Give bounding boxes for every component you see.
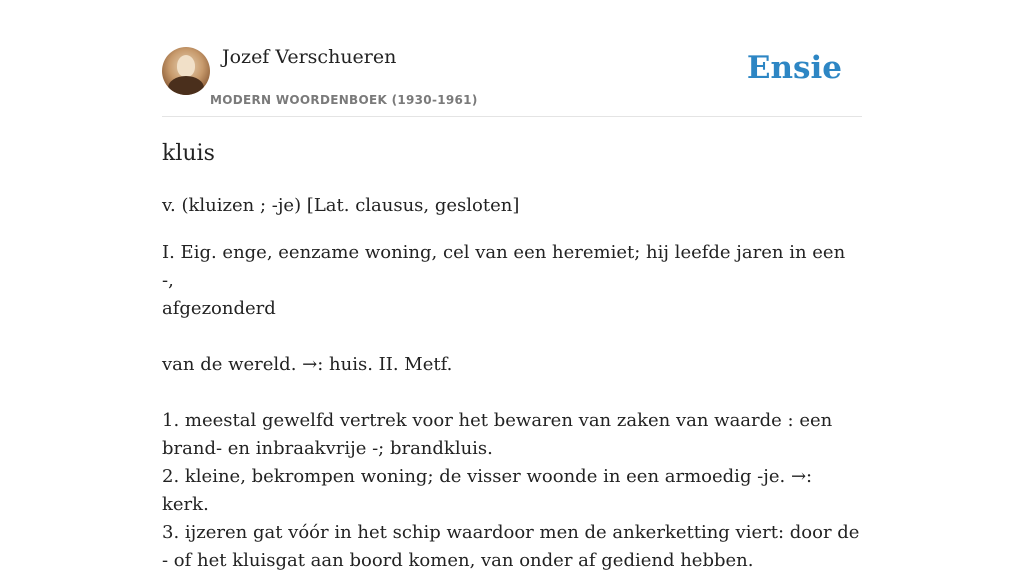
avatar-body-shape (168, 76, 204, 95)
spacer (162, 379, 862, 407)
entry-content (162, 192, 862, 575)
avatar[interactable] (162, 47, 210, 95)
avatar-head-shape (177, 55, 195, 77)
definition-line: afgezonderd (162, 298, 276, 319)
header (162, 0, 862, 117)
entry-title: kluis (162, 141, 215, 166)
definition-line: van de wereld. →: huis. II. Metf. (162, 354, 453, 375)
entry-grammar: v. (kluizen ; -je) [Lat. clausus, gesloten] (162, 195, 520, 216)
source-label[interactable]: MODERN WOORDENBOEK (1930-1961) (210, 93, 478, 107)
list-item: 3. ijzeren gat vóór in het schip waardoor men de ankerketting viert: door de - of het kluisgat aan boord komen, van onder af gediend hebben. (162, 522, 860, 571)
page (162, 0, 862, 571)
definition-line: I. Eig. enge, eenzame woning, cel van een heremiet; hij leefde jaren in een -, (162, 242, 846, 291)
list-item: 1. meestal gewelfd vertrek voor het bewaren van zaken van waarde : een brand- en inbraakvrije -; brandkluis. (162, 410, 833, 459)
brand-logo[interactable]: Ensie (746, 50, 842, 86)
author-name[interactable]: Jozef Verschueren (222, 46, 397, 68)
list-item: 2. kleine, bekrompen woning; de visser woonde in een armoedig -je. →: kerk. (162, 466, 813, 515)
spacer (162, 323, 862, 351)
